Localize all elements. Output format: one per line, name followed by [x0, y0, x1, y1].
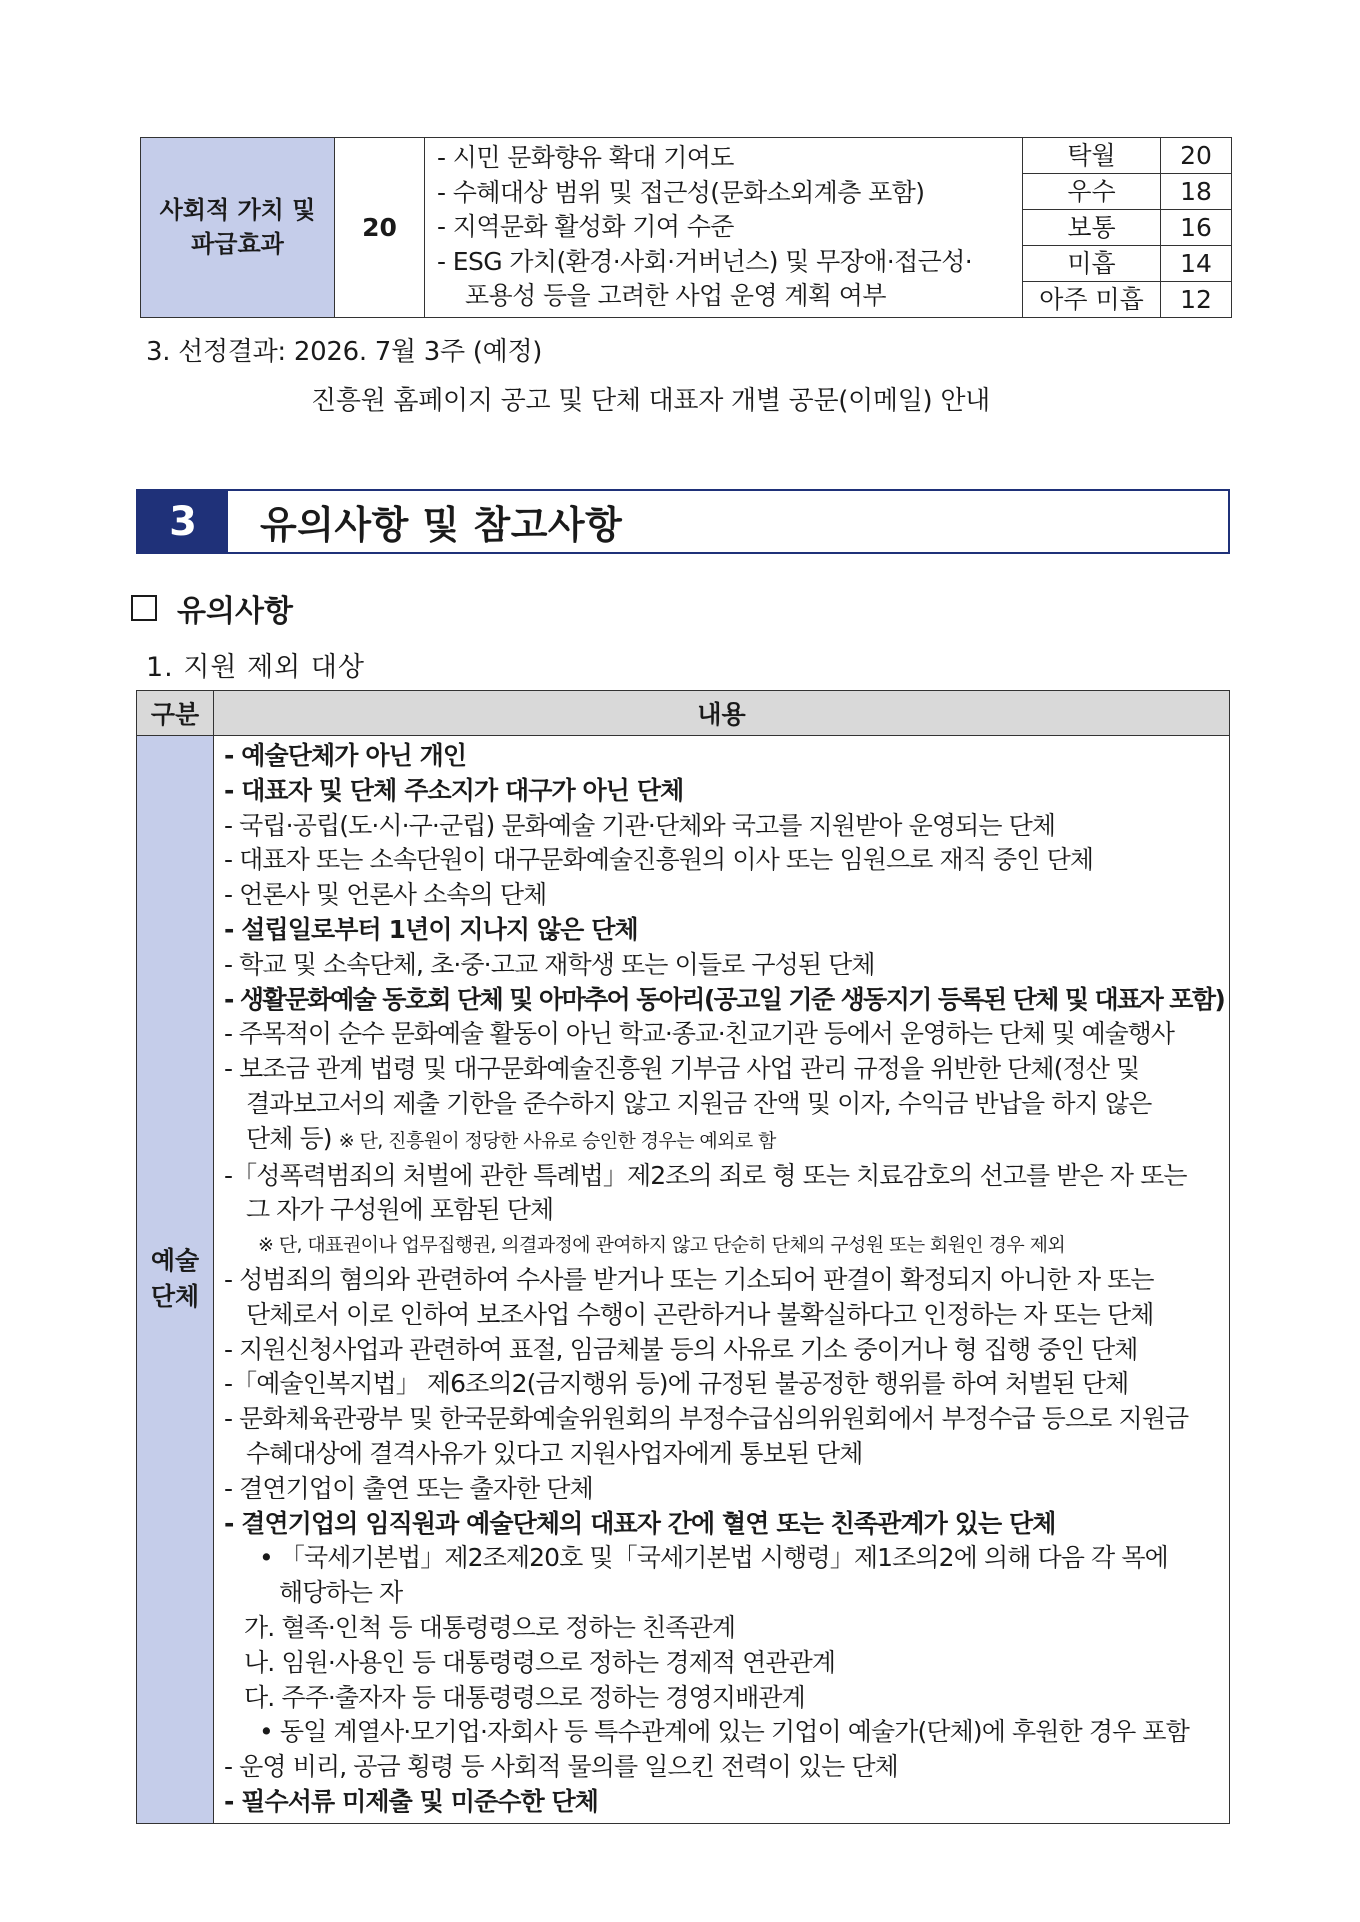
criteria-desc-line: 포용성 등을 고려한 사업 운영 계획 여부 — [465, 281, 886, 310]
exclusion-item: - 대표자 또는 소속단원이 대구문화예술진흥원의 이사 또는 임원으로 재직 중인 단체 — [224, 845, 1094, 875]
exclusion-item-cont: 그 자가 구성원에 포함된 단체 — [246, 1195, 554, 1225]
exclusion-item-text: 단체 등) — [246, 1123, 332, 1153]
criteria-name-line2: 파급효과 — [191, 230, 284, 259]
grade-score: 20 — [1161, 138, 1232, 174]
exclusion-item: - 성범죄의 혐의와 관련하여 수사를 받거나 또는 기소되어 판결이 확정되지 아니한 자 또는 — [224, 1264, 1154, 1294]
exclusion-item: - 학교 및 소속단체, 초·중·고교 재학생 또는 이들로 구성된 단체 — [224, 949, 875, 979]
selection-result-detail: 진흥원 홈페이지 공고 및 단체 대표자 개별 공문(이메일) 안내 — [311, 386, 990, 416]
exclusion-item-cont: 단체로서 이로 인하여 보조사업 수행이 곤란하거나 불확실하다고 인정하는 자 또는 단체 — [246, 1299, 1154, 1329]
exclusion-item: - 언론사 및 언론사 소속의 단체 — [224, 880, 547, 910]
exclusion-item: - 결연기업이 출연 또는 출자한 단체 — [224, 1473, 593, 1503]
exclusion-item: - 주목적이 순수 문화예술 활동이 아닌 학교·종교·친교기관 등에서 운영하는 단체 및 예술행사 — [224, 1019, 1174, 1049]
notes-heading-text: 유의사항 — [177, 594, 293, 629]
exclusion-item: -「예술인복지법」 제6조의2(금지행위 등)에 규정된 불공정한 행위를 하여 처벌된 단체 — [224, 1369, 1129, 1399]
exclusion-subitem-cont: 해당하는 자 — [279, 1578, 403, 1608]
exclusion-item: - 지원신청사업과 관련하여 표절, 임금체불 등의 사유로 기소 중이거나 형 집행 중인 단체 — [224, 1334, 1138, 1364]
evaluation-criteria-table — [140, 137, 1232, 318]
selection-result: 3. 선정결과: 2026. 7월 3주 (예정) — [146, 337, 543, 367]
grade-label: 보통 — [1023, 209, 1161, 245]
exclusion-subheading: 1. 지원 제외 대상 — [146, 652, 366, 683]
grade-score: 14 — [1161, 245, 1232, 281]
criteria-desc-line: - 수혜대상 범위 및 접근성(문화소외계층 포함) — [437, 177, 925, 207]
criteria-desc-line: - 시민 문화향유 확대 기여도 — [437, 143, 734, 172]
grade-label: 미흡 — [1023, 245, 1161, 281]
header-content: 내용 — [214, 691, 1230, 736]
criteria-desc-line: - 지역문화 활성화 기여 수준 — [437, 212, 734, 241]
grade-label: 탁월 — [1023, 138, 1161, 174]
exclusion-subitem: 나. 임원·사용인 등 대통령령으로 정하는 경제적 연관관계 — [244, 1647, 836, 1677]
exclusion-item: - 보조금 관계 법령 및 대구문화예술진흥원 기부금 사업 관리 규정을 위반한 단체(정산 및 — [224, 1054, 1140, 1084]
grade-label: 우수 — [1023, 173, 1161, 209]
exclusion-item: - 운영 비리, 공금 횡령 등 사회적 물의를 일으킨 전력이 있는 단체 — [224, 1752, 898, 1782]
category-cell — [137, 736, 214, 1824]
exclusion-content — [214, 736, 1230, 1824]
criteria-name-cell — [141, 138, 335, 318]
exclusion-subitem: 다. 주주·출자자 등 대통령령으로 정하는 경영지배관계 — [244, 1682, 805, 1712]
square-bullet-icon — [131, 595, 157, 621]
exclusion-item: - 예술단체가 아닌 개인 — [224, 741, 467, 770]
exclusion-subitem: • 동일 계열사·모기업·자회사 등 특수관계에 있는 기업이 예술가(단체)에 후원한 경우 포함 — [259, 1717, 1189, 1747]
exclusion-item: - 대표자 및 단체 주소지가 대구가 아닌 단체 — [224, 775, 684, 805]
grade-label: 아주 미흡 — [1023, 281, 1161, 317]
exclusion-item: - 결연기업의 임직원과 예술단체의 대표자 간에 혈연 또는 친족관계가 있는 단체 — [224, 1508, 1056, 1538]
exclusion-item-cont — [224, 1122, 1221, 1159]
criteria-description — [425, 138, 1023, 318]
exclusion-table — [136, 690, 1230, 1824]
header-category: 구분 — [137, 691, 214, 736]
category-line2: 단체 — [150, 1282, 200, 1312]
exclusion-item-cont: 수혜대상에 결격사유가 있다고 지원사업자에게 통보된 단체 — [246, 1438, 863, 1468]
exclusion-item: - 필수서류 미제출 및 미준수한 단체 — [224, 1786, 598, 1816]
exclusion-item: -「성폭력범죄의 처벌에 관한 특례법」제2조의 죄로 형 또는 치료감호의 선고를 받은 자 또는 — [224, 1160, 1187, 1190]
exclusion-item: - 생활문화예술 동호회 단체 및 아마추어 동아리(공고일 기준 생동지기 등록된 단체 및 대표자 포함) — [224, 984, 1225, 1014]
exclusion-subitem: • 「국세기본법」제2조제20호 및「국세기본법 시행령」제1조의2에 의해 다음 각 목에 — [259, 1543, 1168, 1573]
exclusion-item: - 설립일로부터 1년이 지나지 않은 단체 — [224, 914, 638, 944]
notes-heading — [131, 586, 293, 630]
category-line1: 예술 — [150, 1246, 200, 1276]
exclusion-item-cont: 결과보고서의 제출 기한을 준수하지 않고 지원금 잔액 및 이자, 수익금 반납을 하지 않은 — [246, 1088, 1152, 1118]
exception-note: ※ 단, 진흥원이 정당한 사유로 승인한 경우는 예외로 함 — [338, 1129, 776, 1152]
section-title: 유의사항 및 참고사항 — [260, 503, 623, 547]
exclusion-subitem: 가. 혈족·인척 등 대통령령으로 정하는 친족관계 — [244, 1612, 736, 1642]
exclusion-item: - 문화체육관광부 및 한국문화예술위원회의 부정수급심의위원회에서 부정수급 등으로 지원금 — [224, 1404, 1189, 1434]
criteria-desc-line: - ESG 가치(환경·사회·거버넌스) 및 무장애·접근성· — [437, 246, 973, 276]
grade-score: 16 — [1161, 209, 1232, 245]
criteria-score: 20 — [335, 138, 425, 318]
exclusion-item: - 국립·공립(도·시·구·군립) 문화예술 기관·단체와 국고를 지원받아 운영되는 단체 — [224, 810, 1056, 840]
criteria-name-line1: 사회적 가치 및 — [159, 196, 316, 225]
exception-note: ※ 단, 대표권이나 업무집행권, 의결과정에 관여하지 않고 단순히 단체의 구성원 또는 회원인 경우 제외 — [258, 1234, 1066, 1257]
section-number: 3 — [138, 491, 228, 552]
grade-score: 18 — [1161, 173, 1232, 209]
section-header — [136, 489, 1230, 554]
grade-score: 12 — [1161, 281, 1232, 317]
